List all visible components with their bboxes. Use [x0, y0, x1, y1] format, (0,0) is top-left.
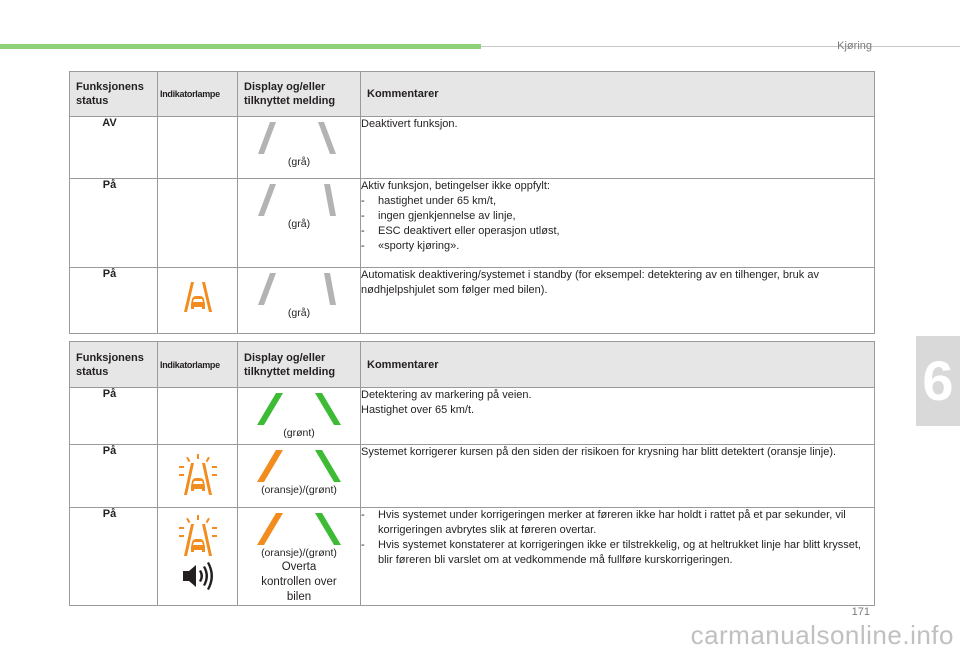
header-accent-bar [0, 44, 481, 49]
car-lane-warning-icon [180, 279, 216, 315]
comment-cell: Deaktivert funksjon. [361, 117, 875, 179]
col-header-comments: Kommentarer [361, 72, 875, 117]
page-number: 171 [851, 606, 870, 618]
comment-cell [361, 388, 875, 445]
table-row [70, 445, 875, 508]
status-value: AV [102, 117, 117, 129]
lane-lines-orange-green-icon [254, 512, 344, 546]
table-row [70, 179, 875, 268]
comment-line: Detektering av markering på veien. [361, 389, 532, 401]
watermark: carmanualsonline.info [690, 620, 954, 650]
col-header-indicator: Indikatorlampe [158, 342, 238, 388]
col-header-status: Funksjonens status [70, 342, 158, 388]
list-item: - hastighet under 65 km/t, [361, 194, 874, 209]
lane-lines-orange-green-icon [254, 449, 344, 483]
status-value: På [102, 508, 117, 520]
table-row [70, 388, 875, 445]
takeover-message: Overta kontrollen over bilen [261, 561, 337, 603]
list-item: - Hvis systemet under korrigeringen merker at føreren ikke har holdt i rattet på et par sekunder, vil korrigeringen avbrytes slik at føreren overtar. [361, 508, 874, 538]
lane-lines-green-icon [254, 392, 344, 426]
status-value: På [102, 388, 117, 400]
status-table-active [69, 341, 875, 606]
comment-cell: Systemet korrigerer kursen på den siden der risikoen for krysning har blitt detektert (oransje linje). [361, 445, 875, 508]
indicator-cell [158, 388, 238, 445]
display-caption: (grå) [287, 307, 311, 319]
list-item: - «sporty kjøring». [361, 239, 874, 254]
lane-lines-gray-icon [254, 183, 344, 217]
display-caption: (grå) [287, 156, 311, 168]
list-item: - ESC deaktivert eller operasjon utløst, [361, 224, 874, 239]
display-caption: (grå) [287, 218, 311, 230]
display-caption: (oransje)/(grønt) [261, 484, 337, 496]
comment-intro: Aktiv funksjon, betingelser ikke oppfylt: [361, 180, 550, 192]
col-header-comments: Kommentarer [361, 342, 875, 388]
table-row [70, 508, 875, 606]
display-caption: (oransje)/(grønt) [261, 547, 337, 559]
comment-line: Hastighet over 65 km/t. [361, 404, 475, 416]
comment-cell [361, 508, 875, 606]
comment-cell: Automatisk deaktivering/systemet i standby (for eksempel: detektering av en tilhenger, bruk av nødhjelpshjulet som følger med bilen). [361, 268, 875, 334]
display-caption: (grønt) [283, 427, 315, 439]
comment-list [361, 508, 874, 568]
col-header-indicator: Indikatorlampe [158, 72, 238, 117]
col-header-status: Funksjonens status [70, 72, 158, 117]
chapter-number: 6 [922, 349, 954, 412]
header-rule [481, 46, 960, 47]
col-header-display: Display og/eller tilknyttet melding [238, 72, 361, 117]
indicator-cell [158, 117, 238, 179]
list-item: - ingen gjenkjennelse av linje, [361, 209, 874, 224]
comment-list [361, 194, 874, 254]
indicator-cell [158, 179, 238, 268]
car-lane-correction-icon [177, 454, 219, 496]
comment-cell [361, 179, 875, 268]
status-value: På [102, 445, 117, 457]
lane-lines-gray-icon [254, 121, 344, 155]
speaker-icon [181, 562, 215, 590]
lane-lines-gray-icon [254, 272, 344, 306]
table-row [70, 268, 875, 334]
status-table-inactive [69, 71, 875, 334]
col-header-display: Display og/eller tilknyttet melding [238, 342, 361, 388]
car-lane-correction-icon [177, 515, 219, 557]
list-item: - Hvis systemet konstaterer at korrigeringen ikke er tilstrekkelig, og at heltrukket linje har blitt krysset, blir føreren bli varslet om at vedkommende må fullføre kurskorrigeringen. [361, 538, 874, 568]
status-value: På [102, 268, 117, 280]
table-row [70, 117, 875, 179]
status-value: På [102, 179, 117, 191]
section-title: Kjøring [837, 40, 872, 52]
